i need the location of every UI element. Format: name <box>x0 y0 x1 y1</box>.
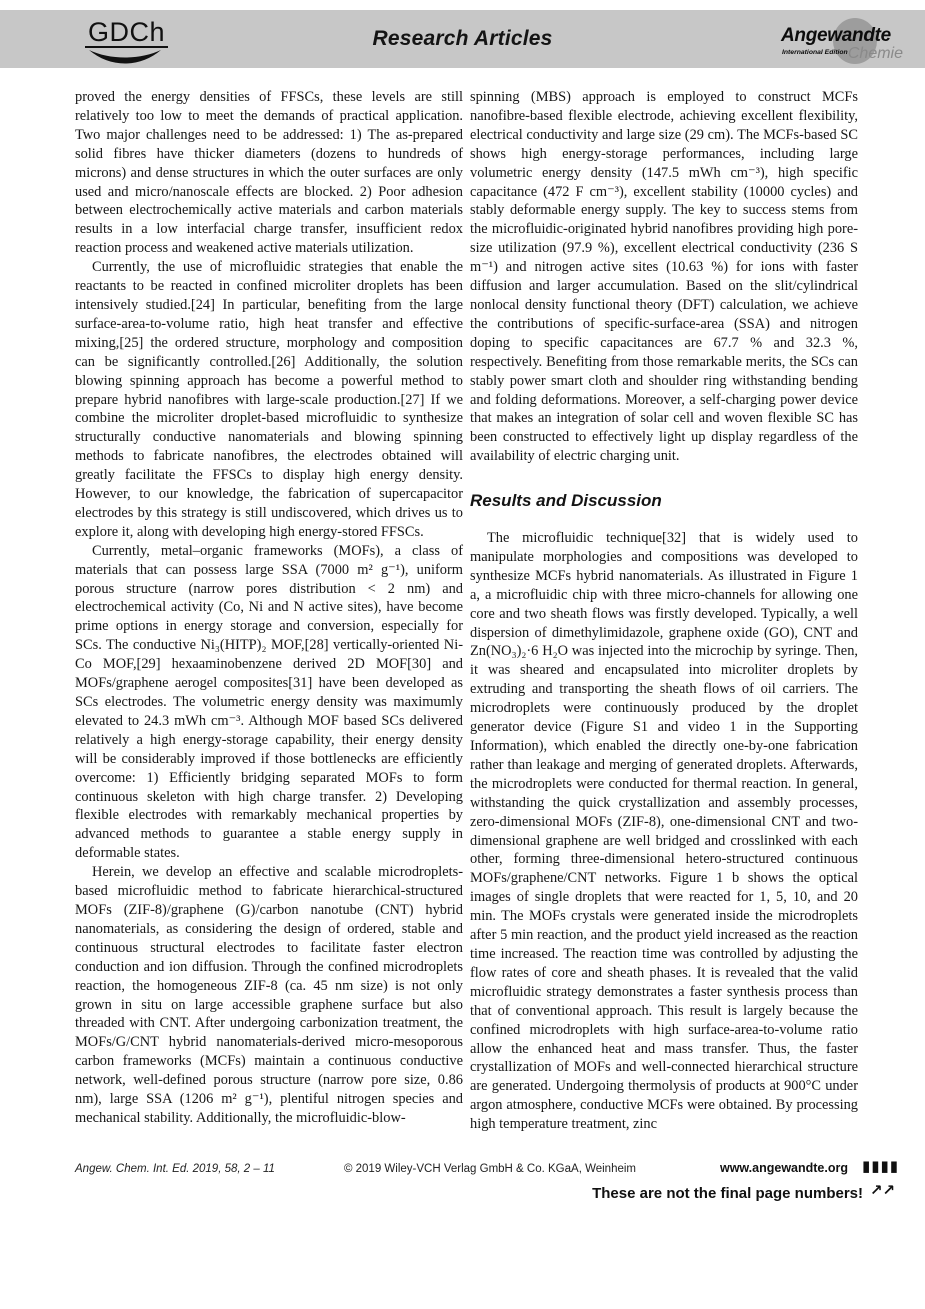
gdch-arc-icon <box>88 49 162 66</box>
gdch-logo[interactable] <box>85 18 165 66</box>
page-title: Research Articles <box>372 27 553 50</box>
page-numbers-note: These are not the final page numbers! <box>592 1185 863 1202</box>
paragraph-continuation: spinning (MBS) approach is employed to construct MCFs nanofibre-based flexible electrode, achieving excellent flexibility, electrical conductivity and large size (29 cm). The MCFs-based SC shows high energy-storage performances, including large volumetric energy density (147.5 mWh cm⁻³), high specific capacitance (472 F cm⁻³), excellent stability (10000 cycles) and stably deformable energy supply. The key to success stems from the microfluidic-originated hybrid nanofibres providing high pore-size utilization (97.9 %), excellent electrical conductivity (236 S m⁻¹) and nitrogen active sites (10.63 %) for ions with faster diffusion and larger accumulation. Based on the slit/cylindrical nonlocal density functional theory (DFT) calculation, we achieve the contributions of specific-surface-area (SSA) and nitrogen doping to specific capacitances are 67.7 % and 32.3 %, respectively. Benefiting from those remarkable merits, the SCs can stably power smart cloth and shoulder ring withstanding bending and folding deformations. Moreover, a self-charging power device that makes an integration of solar cell and woven flexible SC has been constructed to effectively light up display regardless of the availability of electric charging unit. <box>470 89 858 465</box>
header-bar <box>0 10 925 68</box>
angewandte-logo[interactable] <box>781 16 903 68</box>
paragraph: The microfluidic technique[32] that is widely used to manipulate morphologies and compositions was developed to synthesize MCFs hybrid nanomaterials. As illustrated in Figure 1 a, a microfluidic chip with three micro-channels for allowing one core and two sheath flows was firstly developed. Typically, a well dispersion of dimethylimidazole, graphene oxide (GO), CNT and Zn(NO₃)₂·6 H₂O was injected into the microchip by syringe. Then, it was sheared and encapsulated into microliter droplets by extruding and transporting the sheath flows of oil carriers. The microdroplets were continuously produced by the droplet generator device (Figure S1 and video 1 in the Supporting Information), which enabled the directly one-by-one fabrication rather than leakage and merging of generated droplets. Afterwards, the microdroplets were conducted for thermal reaction. In general, withstanding the quick crystallization and assembly processes, zero-dimensional MOFs (ZIF-8), one-dimensional CNT and two-dimensional graphene are well bridged and crosslinked with each other, forming three-dimensional hetero-structured continuous MOFs/graphene/CNT networks. Figure 1 b shows the optical images of single droplets that were reacted for 1, 5, 10, and 20 min. The MOFs crystals were generated inside the microdroplets after 5 min reaction, and the product yield increased as the reaction time increased. The reaction time was controlled by adjusting the flow rates of core and sheath phases. It is revealed that the valid microfluidic strategy demonstrates a faster synthesis process than that of conventional approach. This result is largely because the confined microdroplets with high surface-area-to-volume ratio allow the enhanced heat and mass transfer. Thus, the faster crystallization of MOFs and well-connected hierarchical structure are generated. Undergoing thermolysis of products at 900°C under argon atmosphere, conductive MCFs were obtained. By processing high temperature treatment, zinc <box>470 530 858 1133</box>
angewandte-edition-label: International Edition <box>782 49 848 56</box>
citation: Angew. Chem. Int. Ed. 2019, 58, 2 – 11 <box>75 1163 275 1175</box>
paragraph: Herein, we develop an effective and scalable microdroplets-based microfluidic method to fabricate hierarchical-structured MOFs (ZIF-8)/graphene (G)/carbon nanotube (CNT) hybrid nanomaterials, as considering the design of ordered, stable and continuous structural electrodes to facilitate faster electron conduction and ion diffusion. Through the confined microdroplets reaction, the homogeneous ZIF-8 (ca. 45 nm size) is not only grown in situ on large accessible graphene surface but also threaded with CNT. After undergoing carbonization treatment, the MOFs/G/CNT hybrid nanomaterials-derived micro-mesoporous carbon frameworks (MCFs) maintain a continuous conductive network, well-defined porous structure (narrow pore size, 0.86 nm), large SSA (1206 m² g⁻¹), plentiful nitrogen species and mechanical stability. Additionally, the microfluidic-blow- <box>75 864 463 1126</box>
gdch-logo-text: GDCh <box>85 18 168 48</box>
copyright: © 2019 Wiley-VCH Verlag GmbH & Co. KGaA, Weinheim <box>343 1163 637 1175</box>
angewandte-chemie-label: Chemie <box>847 45 903 62</box>
angewandte-name: Angewandte <box>781 25 891 46</box>
website-link[interactable]: www.angewandte.org <box>719 1161 848 1175</box>
paragraph: Currently, the use of microfluidic strategies that enable the reactants to be reacted in confined microliter droplets has been intensively studied.[24] In particular, benefiting from the large surface-area-to-volume ratio, high heat transfer and effective mixing,[25] the ordered structure, morphology and composition can be significantly controlled.[26] Additionally, the solution blowing spinning approach has become a powerful method to prepare hybrid nanofibres with large-scale production.[27] If we combine the microliter droplet-based microfluidic to synthesize structurally conductive nanomaterials and blowing spinning methods to fabricate nanofibres, the electrodes obtained will greatly facilitate the FFSCs to display high energy density. However, to our knowledge, the fabrication of supercapacitor electrodes by this strategy is still undiscovered, which drives us to explore it, along with developing high energy-stored FFSCs. <box>75 259 463 540</box>
final-pages-bars-icon: ▮▮▮▮ <box>861 1157 899 1175</box>
left-column <box>75 88 463 1128</box>
section-heading: Results and Discussion <box>470 491 662 511</box>
paragraph: Currently, metal–organic frameworks (MOFs), a class of materials that can possess large SSA (7000 m² g⁻¹), uniform porous structure (narrow pores distribution < 2 nm) and electrochemical activity (Co, Ni and N active sites), have become prime options in energy storage and conversion, especially for SCs. The conductive Ni₃(HITP)₂ MOF,[28] vertically-oriented Ni-Co MOF,[29] hexaaminobenzene derived 2D MOF[30] and MOFs/graphene aerogel composites[31] have been developed as SCs electrodes. The volumetric energy density was maximumly elevated to 24.3 mWh cm⁻³. Although MOF based SCs delivered relatively a high energy-storage capability, their energy density will be considerably improved if those bottlenecks are efficiently overcome: 1) Efficiently bridging separated MOFs to form continuous skeleton with high charge transfer. 2) Developing flexible electrodes with remarkably mechanical properties by advanced methods to guarantee a stable energy supply in deformable states. <box>75 542 463 862</box>
paragraph-continuation: proved the energy densities of FFSCs, these levels are still relatively too low to meet the demands of practical application. Two major challenges need to be addressed: 1) The as-prepared solid fibres have thicker diameters (dozens to hundreds of microns) and dense structures in which the outer surfaces are only used and micro/nanoscale effects are blocked. 2) Poor adhesion between electrochemically active materials and carbon materials results in a low interfacial charge transfer, insufficient redox reaction process and weakened active materials utilization. <box>75 89 463 257</box>
right-column <box>470 88 858 1134</box>
up-right-arrows-icon: ↗↗ <box>869 1181 895 1199</box>
